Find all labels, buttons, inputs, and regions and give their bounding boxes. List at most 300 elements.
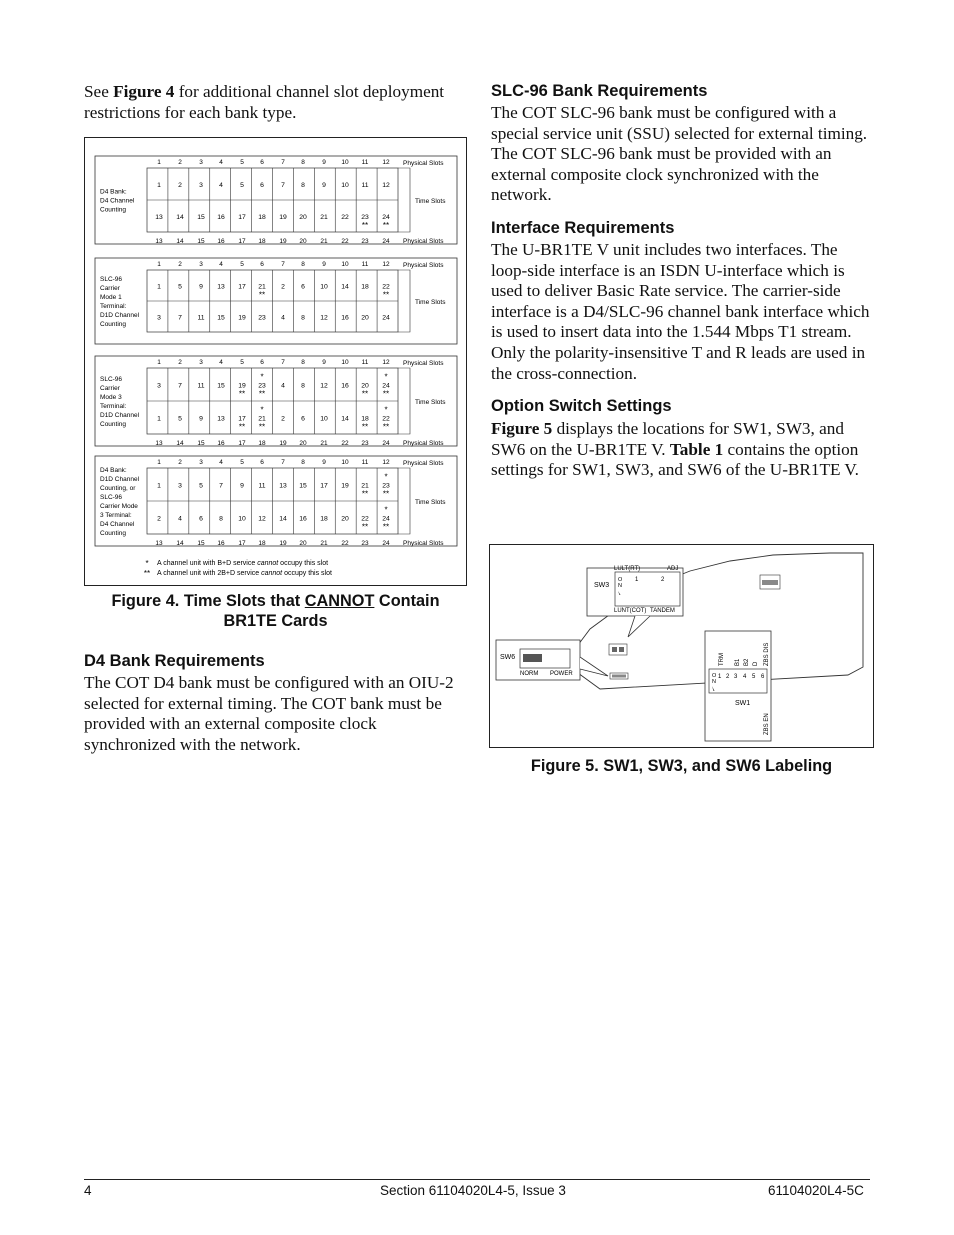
sw3-pointer (628, 616, 650, 637)
time-slot-value: 18 (258, 214, 266, 221)
physical-slot-number: 11 (361, 261, 369, 268)
physical-slot-number: 10 (341, 159, 349, 166)
time-slot-value: 17 (320, 482, 328, 490)
physical-slot-number-bottom: 13 (155, 540, 163, 547)
time-slot-value: 11 (258, 482, 266, 490)
panel-label-line: Counting (100, 321, 127, 328)
time-slot-value: 7 (281, 182, 285, 189)
time-slot-value: 13 (217, 415, 225, 423)
time-slot-value: 21 (258, 283, 266, 291)
time-slot-value: 14 (176, 214, 184, 221)
physical-slot-number-bottom: 17 (238, 238, 246, 245)
time-slot-value: 20 (299, 214, 307, 221)
physical-slot-number: 12 (382, 261, 390, 268)
time-slot-value: 5 (240, 182, 244, 189)
restriction-mark: ** (361, 389, 369, 399)
time-slot-value: 13 (279, 482, 287, 490)
physical-slot-number: 4 (219, 359, 223, 366)
time-slot-value: 4 (178, 515, 182, 523)
physical-slot-number-bottom: 22 (341, 440, 349, 447)
physical-slot-number: 9 (322, 359, 326, 366)
time-slots-label: Time Slots (415, 198, 446, 205)
caption-text-post: Contain (374, 592, 440, 610)
restriction-star: * (384, 405, 388, 415)
physical-slot-number: 8 (301, 359, 305, 366)
physical-slot-number-bottom: 22 (341, 540, 349, 547)
physical-slot-number-bottom: 16 (217, 540, 225, 547)
sw1-zbsdis: ZBS DIS (764, 642, 770, 666)
restriction-star: * (384, 472, 388, 482)
panel-label-line: Terminal: (100, 303, 127, 310)
physical-slot-number: 5 (240, 359, 244, 366)
time-slot-value: 6 (301, 283, 305, 291)
physical-slot-number: 8 (301, 159, 305, 166)
time-slot-value: 6 (199, 515, 203, 523)
physical-slot-number: 9 (322, 261, 326, 268)
physical-slots-label: Physical Slots (403, 440, 444, 447)
time-slot-value: 23 (361, 214, 369, 221)
restriction-star: * (384, 505, 388, 515)
physical-slot-number-bottom: 24 (382, 238, 390, 245)
page-number: 4 (84, 1183, 92, 1198)
time-slot-value: 14 (341, 283, 349, 291)
sw1-on-n: N (712, 679, 716, 685)
lult-label: LULT(RT) (614, 566, 641, 572)
restriction-mark: ** (258, 422, 266, 432)
sw1-num-2: 2 (726, 674, 730, 680)
time-slot-value: 13 (155, 214, 163, 221)
sw6-label: SW6 (500, 654, 516, 661)
restriction-mark: ** (238, 389, 246, 399)
time-slot-value: 9 (199, 415, 203, 423)
sw6-pointer (580, 657, 608, 676)
physical-slot-number: 3 (199, 359, 203, 366)
figure5-caption: Figure 5. SW1, SW3, and SW6 Labeling (530, 757, 833, 775)
time-slot-value: 24 (382, 214, 390, 221)
legend-star-text: A channel unit with B+D service cannot occupy this slot (157, 560, 329, 567)
physical-slot-number: 12 (382, 459, 390, 466)
time-slot-value: 2 (157, 515, 161, 523)
time-slot-value: 18 (320, 515, 328, 523)
time-slot-value: 1 (157, 415, 161, 423)
section-label: Section 61104020L4-5, Issue 3 (380, 1183, 566, 1198)
figure4-frame (84, 137, 467, 586)
caption-text: Figure 4. Time Slots that (111, 592, 305, 610)
time-slot-value: 10 (238, 515, 246, 523)
time-slot-value: 3 (157, 314, 161, 322)
time-slot-value: 8 (301, 182, 305, 189)
physical-slot-number: 3 (199, 459, 203, 466)
component-sw6-slider (612, 675, 626, 678)
time-slot-value: 22 (382, 415, 390, 423)
physical-slot-number-bottom: 19 (279, 540, 287, 547)
time-slot-value: 6 (260, 182, 264, 189)
panel-label-line: Carrier Mode (100, 503, 138, 510)
physical-slots-label: Physical Slots (403, 360, 444, 367)
interface-body: The U-BR1TE V unit includes two interfaces. The loop-side interface is an ISDN U-interface which is used to deliver Basic Rate service. The carrier-side interface is a D4/SLC-96 channel bank interface which is used to insert data into the 1.544 Mbps T1 stream. Only the polarity-insensitive T and R leads are used in the cross-connection. (491, 240, 870, 383)
time-slot-value: 6 (301, 415, 305, 423)
physical-slot-number: 1 (157, 359, 161, 366)
sw3-num-2: 2 (661, 577, 665, 583)
time-slot-value: 24 (382, 515, 390, 523)
time-slot-value: 14 (279, 515, 287, 523)
time-slot-value: 3 (157, 382, 161, 390)
panel-label-line: SLC-96 (100, 376, 123, 383)
intro-text: See (84, 82, 114, 101)
physical-slot-number-bottom: 19 (279, 440, 287, 447)
power-label: POWER (550, 671, 573, 677)
physical-slot-number: 9 (322, 459, 326, 466)
physical-slot-number: 6 (260, 359, 264, 366)
physical-slot-number: 10 (341, 359, 349, 366)
physical-slot-number: 10 (341, 261, 349, 268)
time-slot-value: 12 (320, 382, 328, 390)
restriction-mark: ** (382, 489, 390, 499)
legend-star-symbol: * (145, 559, 149, 568)
time-slot-value: 18 (361, 415, 369, 423)
lunt-label: LUNT(COT) (614, 608, 647, 614)
physical-slot-number: 11 (361, 459, 369, 466)
time-slot-value: 4 (281, 382, 285, 390)
option-heading: Option Switch Settings (491, 397, 672, 415)
time-slot-value: 5 (199, 482, 203, 490)
figure5-diagram (490, 545, 873, 747)
sw1-callout (705, 631, 771, 741)
restriction-mark: ** (258, 290, 266, 300)
time-slot-value: 1 (157, 283, 161, 291)
time-slot-value: 7 (178, 314, 182, 322)
slc-body-1: The COT SLC-96 bank must be configured with a special service unit (SSU) selected for external timing. (491, 103, 868, 143)
panel-label-line: SLC-96 (100, 494, 123, 501)
time-slot-value: 23 (258, 382, 266, 390)
table1-ref: Table 1 (669, 439, 724, 459)
physical-slot-number-bottom: 14 (176, 440, 184, 447)
physical-slot-number: 6 (260, 261, 264, 268)
panel-label-line: D4 Channel (100, 197, 135, 205)
physical-slot-number: 4 (219, 261, 223, 268)
panel-label-line: Terminal: (100, 403, 127, 410)
physical-slot-number: 4 (219, 459, 223, 466)
physical-slot-number: 2 (178, 261, 182, 268)
time-slot-value: 18 (361, 283, 369, 291)
physical-slot-number-bottom: 17 (238, 440, 246, 447)
physical-slot-number: 8 (301, 261, 305, 268)
component-sw1-levers (762, 580, 778, 585)
physical-slot-number-bottom: 19 (279, 238, 287, 245)
doc-number: 61104020L4-5C (768, 1183, 864, 1198)
time-slot-value: 2 (178, 182, 182, 189)
time-slot-value: 19 (279, 214, 287, 221)
restriction-star: * (260, 405, 264, 415)
panel-label-line: 3 Terminal: (100, 512, 132, 519)
time-slot-value: 16 (341, 314, 349, 322)
panel-label-line: Mode 3 (100, 394, 122, 401)
time-slot-value: 9 (199, 283, 203, 291)
restriction-mark: ** (382, 389, 390, 399)
time-slot-value: 21 (320, 214, 328, 221)
restriction-mark: ** (382, 422, 390, 432)
physical-slot-number-bottom: 21 (320, 440, 328, 447)
time-slot-value: 5 (178, 283, 182, 291)
physical-slot-number: 7 (281, 459, 285, 466)
time-slot-value: 3 (178, 482, 182, 490)
d4-body: The COT D4 bank must be configured with an OIU-2 selected for external timing. The COT bank must be provided with an external composite clock synchronized with the network. (84, 673, 454, 754)
caption-line2: BR1TE Cards (223, 612, 328, 630)
physical-slots-label: Physical Slots (403, 160, 444, 167)
sw1-zbsen: ZBS EN (764, 713, 770, 735)
physical-slot-number: 2 (178, 459, 182, 466)
figure4-ref: Figure 4 (113, 82, 175, 101)
panel-label-line: D4 Channel (100, 521, 135, 528)
component-sw3-pin1 (612, 647, 617, 652)
physical-slot-number-bottom: 21 (320, 540, 328, 547)
time-slot-value: 20 (361, 314, 369, 322)
sw1-num-4: 4 (743, 674, 747, 680)
restriction-mark: ** (361, 422, 369, 432)
time-slot-value: 16 (341, 382, 349, 390)
time-slot-value: 3 (199, 182, 203, 189)
physical-slot-number-bottom: 17 (238, 540, 246, 547)
time-slot-value: 20 (341, 515, 349, 523)
legend-double-star-symbol: ** (143, 569, 151, 578)
time-slot-value: 12 (382, 182, 390, 189)
restriction-mark: ** (382, 522, 390, 532)
physical-slot-number: 5 (240, 159, 244, 166)
restriction-star: * (384, 372, 388, 382)
sw1-num-3: 3 (734, 674, 738, 680)
restriction-mark: ** (382, 290, 390, 300)
physical-slot-number: 7 (281, 261, 285, 268)
time-slot-value: 22 (341, 214, 349, 221)
physical-slot-number-bottom: 21 (320, 238, 328, 245)
restriction-mark: ** (238, 422, 246, 432)
intro-paragraph (84, 82, 464, 123)
restriction-mark: ** (361, 221, 369, 230)
physical-slot-number-bottom: 24 (382, 540, 390, 547)
figure5-ref: Figure 5 (491, 419, 553, 438)
sw1-on-o: O (712, 673, 717, 679)
time-slot-value: 15 (217, 314, 225, 322)
norm-label: NORM (520, 671, 539, 677)
panel-label-line: Mode 1 (100, 294, 122, 301)
restriction-star: * (260, 372, 264, 382)
physical-slot-number-bottom: 18 (258, 238, 266, 245)
sw3-num-1: 1 (635, 577, 639, 583)
physical-slot-number-bottom: 15 (197, 540, 205, 547)
physical-slots-label: Physical Slots (403, 540, 444, 547)
interface-heading: Interface Requirements (491, 219, 675, 237)
figure5-frame (489, 544, 874, 748)
time-slot-value: 7 (178, 382, 182, 390)
physical-slot-number-bottom: 13 (155, 440, 163, 447)
time-slot-value: 20 (361, 382, 369, 390)
time-slots-label: Time Slots (415, 399, 446, 406)
time-slot-value: 1 (157, 482, 161, 490)
component-sw3-pin2 (619, 647, 624, 652)
time-slot-value: 24 (382, 314, 390, 322)
sw1-num-6: 6 (761, 674, 765, 680)
physical-slot-number-bottom: 14 (176, 540, 184, 547)
restriction-mark: ** (258, 389, 266, 399)
physical-slot-number-bottom: 14 (176, 238, 184, 245)
physical-slot-number-bottom: 13 (155, 238, 163, 245)
time-slot-value: 12 (258, 515, 266, 523)
slc-heading: SLC-96 Bank Requirements (491, 82, 708, 100)
panel-label-line: Counting (100, 206, 127, 214)
time-slot-value: 15 (217, 382, 225, 390)
panel-label-line: Counting (100, 530, 127, 537)
time-slots-label: Time Slots (415, 299, 446, 306)
panel-label-line: Carrier (100, 285, 120, 292)
intro-text-rest: for additional channel slot deployment restrictions for each bank type. (84, 82, 445, 122)
time-slot-value: 21 (361, 482, 369, 490)
physical-slots-label: Physical Slots (403, 460, 444, 467)
physical-slot-number: 1 (157, 261, 161, 268)
physical-slots-label: Physical Slots (403, 238, 444, 245)
physical-slot-number: 8 (301, 459, 305, 466)
time-slot-value: 17 (238, 214, 246, 221)
physical-slot-number: 6 (260, 459, 264, 466)
physical-slot-number: 3 (199, 159, 203, 166)
sw1-label: SW1 (735, 700, 751, 707)
panel-label-line: D4 Bank: (100, 467, 127, 474)
physical-slot-number: 2 (178, 159, 182, 166)
sw1-b1: B1 (735, 658, 741, 666)
physical-slot-number-bottom: 23 (361, 440, 369, 447)
option-text-1: displays the locations for SW1, SW3, and SW6 on the U-BR1TE V. (491, 419, 844, 459)
sw1-num-1: 1 (718, 674, 722, 680)
footer-rule (84, 1179, 870, 1180)
time-slot-value: 22 (361, 515, 369, 523)
time-slot-value: 24 (382, 382, 390, 390)
time-slot-value: 10 (341, 182, 349, 189)
sw1-b2: B2 (744, 658, 750, 666)
sw1-d: D (753, 661, 759, 666)
time-slot-value: 14 (341, 415, 349, 423)
physical-slot-number: 12 (382, 159, 390, 166)
sw3-on-n: N (618, 583, 622, 589)
time-slot-value: 15 (299, 482, 307, 490)
physical-slots-label: Physical Slots (403, 262, 444, 269)
time-slot-value: 9 (322, 182, 326, 189)
physical-slot-number-bottom: 15 (197, 440, 205, 447)
time-slot-value: 22 (382, 283, 390, 291)
panel-label-line: D4 Bank: (100, 188, 127, 196)
time-slot-value: 15 (197, 214, 205, 221)
d4-heading: D4 Bank Requirements (84, 652, 265, 670)
physical-slot-number: 5 (240, 261, 244, 268)
panel-label-line: SLC-96 (100, 276, 123, 283)
time-slot-value: 16 (299, 515, 307, 523)
time-slot-value: 7 (219, 482, 223, 490)
panel-label-line: Counting, or (100, 485, 136, 492)
restriction-mark: ** (361, 489, 369, 499)
time-slot-value: 10 (320, 283, 328, 291)
time-slot-value: 2 (281, 283, 285, 291)
physical-slot-number-bottom: 15 (197, 238, 205, 245)
time-slot-value: 19 (238, 314, 246, 322)
physical-slot-number-bottom: 23 (361, 540, 369, 547)
physical-slot-number-bottom: 20 (299, 238, 307, 245)
panel-label-line: Counting (100, 421, 127, 428)
physical-slot-number: 10 (341, 459, 349, 466)
restriction-mark: ** (361, 522, 369, 532)
time-slot-value: 23 (258, 314, 266, 322)
time-slot-value: 11 (197, 382, 205, 390)
time-slot-value: 8 (219, 515, 223, 523)
physical-slot-number: 6 (260, 159, 264, 166)
restriction-mark: ** (382, 221, 390, 230)
time-slot-value: 11 (197, 314, 205, 322)
time-slot-value: 11 (361, 182, 369, 189)
time-slot-value: 4 (281, 314, 285, 322)
sw6-slider (523, 654, 542, 662)
figure4-caption (84, 591, 467, 631)
physical-slot-number-bottom: 20 (299, 440, 307, 447)
panel-label-line: D1D Channel (100, 476, 140, 483)
time-slot-value: 16 (217, 214, 225, 221)
figure4-diagram (85, 138, 466, 585)
adj-label: ADJ (667, 566, 679, 572)
option-text-2: contains the option settings for SW1, SW3, and SW6 of the U-BR1TE V. (491, 439, 859, 480)
physical-slot-number: 1 (157, 159, 161, 166)
physical-slot-number-bottom: 20 (299, 540, 307, 547)
legend-double-star-text: A channel unit with 2B+D service cannot occupy this slot (157, 570, 332, 577)
time-slots-label: Time Slots (415, 499, 446, 506)
time-slot-value: 4 (219, 182, 223, 189)
physical-slot-number-bottom: 16 (217, 238, 225, 245)
physical-slot-number: 5 (240, 459, 244, 466)
physical-slot-number: 3 (199, 261, 203, 268)
time-slot-value: 8 (301, 314, 305, 322)
time-slot-value: 2 (281, 415, 285, 423)
component-sw3 (609, 644, 627, 655)
time-slot-value: 13 (217, 283, 225, 291)
timeslot-bracket (398, 468, 410, 534)
physical-slot-number: 7 (281, 359, 285, 366)
sw1-trm: TRM (719, 653, 725, 666)
time-slot-value: 10 (320, 415, 328, 423)
timeslot-bracket (398, 168, 410, 232)
time-slot-value: 5 (178, 415, 182, 423)
physical-slot-number: 1 (157, 459, 161, 466)
physical-slot-number-bottom: 24 (382, 440, 390, 447)
physical-slot-number: 9 (322, 159, 326, 166)
time-slot-value: 8 (301, 382, 305, 390)
physical-slot-number: 4 (219, 159, 223, 166)
physical-slot-number: 11 (361, 359, 369, 366)
physical-slot-number: 11 (361, 159, 369, 166)
sw3-label: SW3 (594, 582, 610, 589)
physical-slot-number: 7 (281, 159, 285, 166)
time-slot-value: 23 (382, 482, 390, 490)
physical-slot-number-bottom: 18 (258, 540, 266, 547)
physical-slot-number-bottom: 16 (217, 440, 225, 447)
timeslot-bracket (398, 270, 410, 332)
physical-slot-number-bottom: 22 (341, 238, 349, 245)
option-body (491, 419, 876, 481)
physical-slot-number-bottom: 23 (361, 238, 369, 245)
physical-slot-number: 12 (382, 359, 390, 366)
time-slot-value: 1 (157, 182, 161, 189)
slc-body (491, 103, 876, 206)
timeslot-bracket (398, 368, 410, 434)
time-slot-value: 17 (238, 415, 246, 423)
physical-slot-number: 2 (178, 359, 182, 366)
slc-body-2: The COT SLC-96 bank must be provided with an external composite clock synchronized with the network. (491, 144, 832, 205)
panel-label-line: Carrier (100, 385, 120, 392)
time-slot-value: 19 (238, 382, 246, 390)
